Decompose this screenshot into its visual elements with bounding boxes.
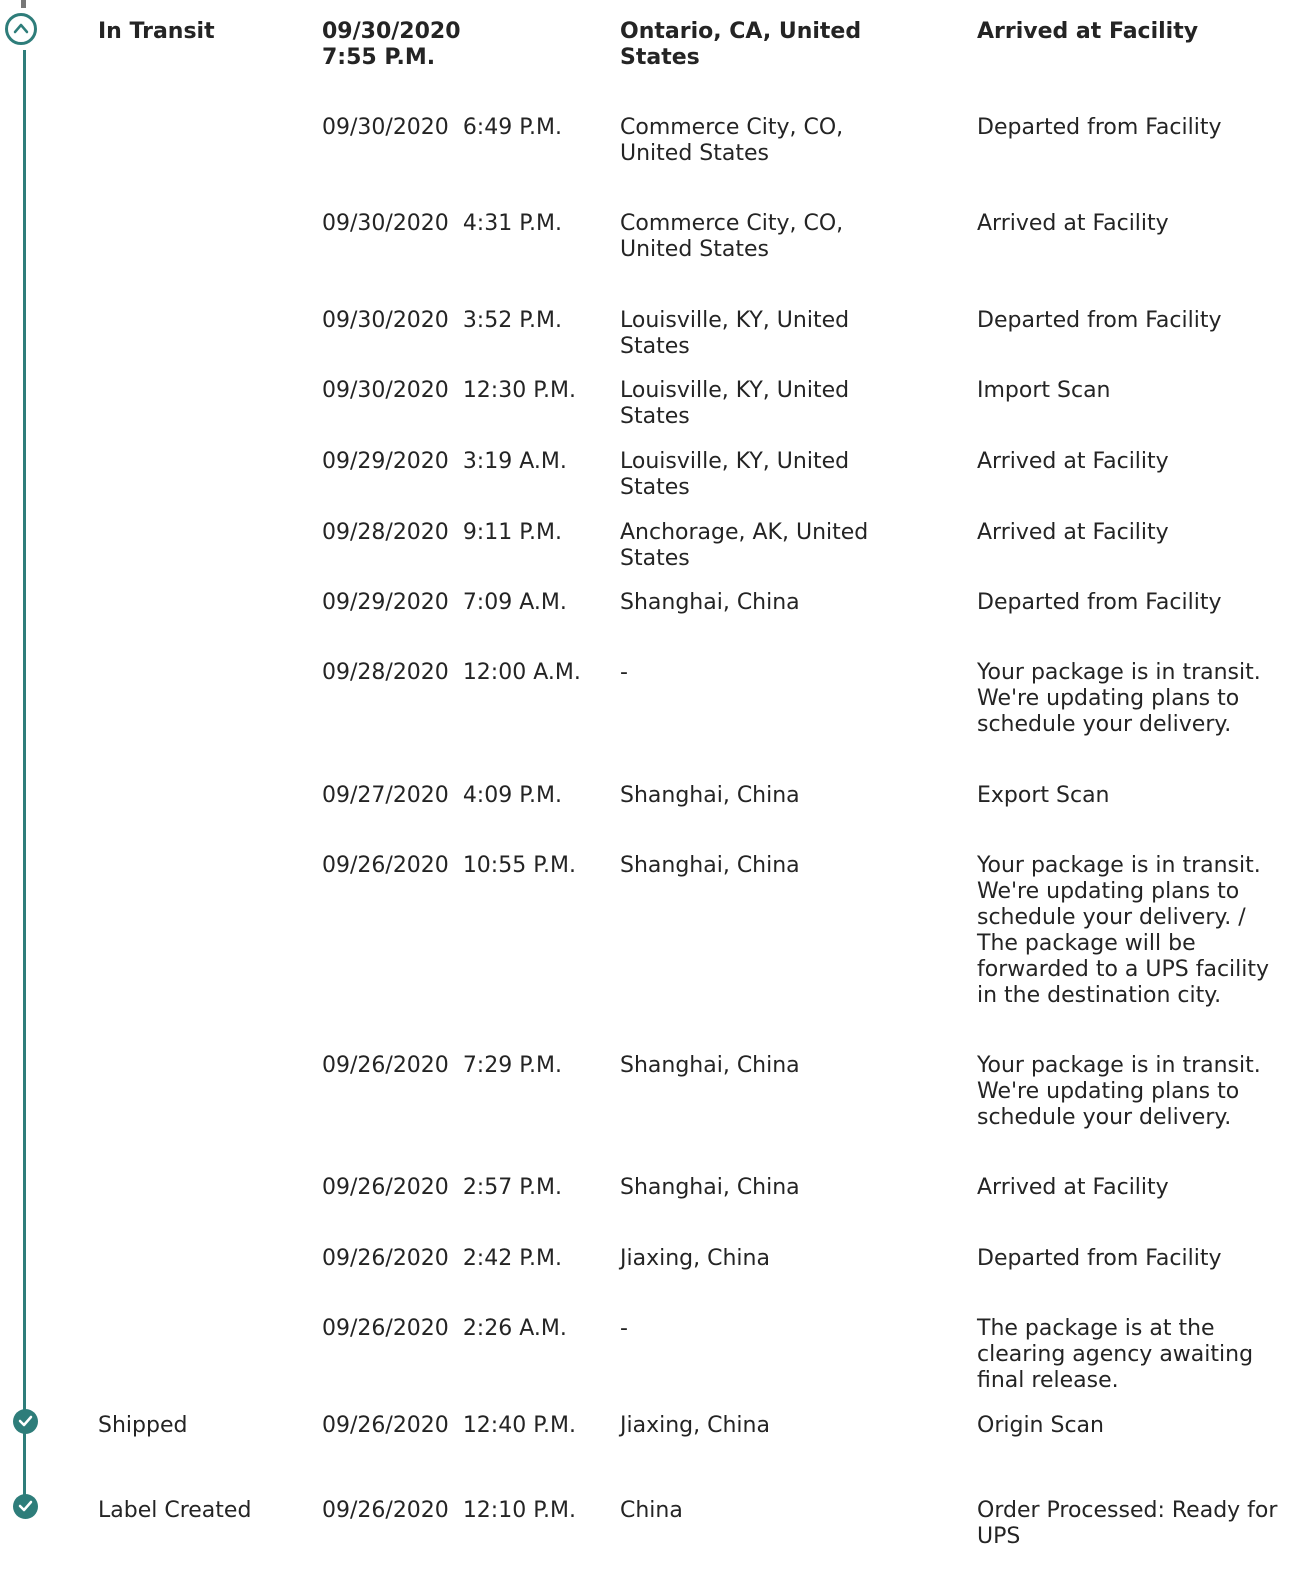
event-location: Shanghai, China [620,853,800,878]
event-date: 09/26/2020 [322,1246,449,1271]
event-datetime [322,520,612,546]
event-time: 7:55 P.M. [322,45,436,70]
event-location: Louisville, KY, United States [620,378,850,429]
event-location: Anchorage, AK, United States [620,520,869,571]
event-date: 09/26/2020 [322,1413,449,1438]
event-activity: Departed from Facility [977,590,1222,615]
event-location: Jiaxing, China [620,1246,770,1271]
event-location: Louisville, KY, United States [620,308,850,359]
event-date: 09/29/2020 [322,449,449,474]
event-location: Louisville, KY, United States [620,449,850,500]
collapse-toggle[interactable] [5,13,37,45]
event-date: 09/30/2020 [322,378,449,403]
event-activity: Departed from Facility [977,1246,1222,1271]
event-location: Shanghai, China [620,590,800,615]
event-location: Jiaxing, China [620,1413,770,1438]
event-location: - [620,1316,628,1341]
event-datetime [322,1246,612,1272]
event-location: China [620,1498,683,1523]
event-datetime [322,1413,612,1439]
event-time: 12:40 P.M. [462,1413,577,1438]
status-label: Label Created [98,1498,252,1523]
event-time: 10:55 P.M. [462,853,577,878]
event-location: Shanghai, China [620,783,800,808]
event-time: 7:29 P.M. [462,1053,563,1078]
chevron-up-icon [13,22,29,34]
event-time: 4:31 P.M. [462,211,563,236]
event-activity: Export Scan [977,783,1110,808]
event-time: 3:52 P.M. [462,308,563,333]
event-location: Commerce City, CO, United States [620,115,844,166]
event-activity: Arrived at Facility [977,520,1169,545]
event-activity: Departed from Facility [977,308,1222,333]
event-datetime [322,1316,612,1342]
event-datetime [322,853,612,879]
status-label: Shipped [98,1413,188,1438]
event-date: 09/30/2020 [322,308,449,333]
checkmark-icon [18,1500,33,1512]
event-time: 2:42 P.M. [462,1246,563,1271]
event-date: 09/26/2020 [322,1498,449,1523]
event-location: Ontario, CA, United States [620,19,862,70]
event-time: 7:09 A.M. [462,590,567,615]
event-date: 09/30/2020 [322,19,461,44]
event-date: 09/27/2020 [322,783,449,808]
event-date: 09/26/2020 [322,1053,449,1078]
checkmark-icon [18,1415,33,1427]
event-location: - [620,660,628,685]
event-location: Shanghai, China [620,1053,800,1078]
event-activity: Your package is in transit. We're updating plans to schedule your delivery. [977,1053,1261,1130]
label-created-status-icon [13,1494,38,1519]
event-datetime [322,1175,612,1201]
event-time: 4:09 P.M. [462,783,563,808]
event-activity: Departed from Facility [977,115,1222,140]
event-time: 9:11 P.M. [462,520,563,545]
timeline-line [23,50,26,1505]
event-date: 09/30/2020 [322,115,449,140]
event-activity: Import Scan [977,378,1111,403]
event-datetime [322,115,612,141]
event-datetime [322,19,612,71]
event-date: 09/29/2020 [322,590,449,615]
event-datetime [322,449,612,475]
event-datetime [322,1498,612,1524]
event-date: 09/30/2020 [322,211,449,236]
event-time: 12:10 P.M. [462,1498,577,1523]
event-activity: The package is at the clearing agency awaiting final release. [977,1316,1254,1393]
event-date: 09/28/2020 [322,520,449,545]
event-activity: Arrived at Facility [977,19,1199,44]
event-date: 09/28/2020 [322,660,449,685]
event-datetime [322,660,612,686]
event-date: 09/26/2020 [322,1175,449,1200]
event-activity: Arrived at Facility [977,1175,1169,1200]
timeline-top-tick [21,0,26,8]
event-date: 09/26/2020 [322,853,449,878]
event-datetime [322,308,612,334]
event-location: Commerce City, CO, United States [620,211,844,262]
event-datetime [322,590,612,616]
event-time: 2:57 P.M. [462,1175,563,1200]
event-location: Shanghai, China [620,1175,800,1200]
event-time: 12:00 A.M. [462,660,581,685]
event-datetime [322,211,612,237]
event-datetime [322,1053,612,1079]
event-activity: Your package is in transit. We're updating plans to schedule your delivery. / The package will be forwarded to a UPS facility in the destination city. [977,853,1270,1008]
event-activity: Arrived at Facility [977,211,1169,236]
event-datetime [322,783,612,809]
status-label: In Transit [98,19,215,44]
event-activity: Order Processed: Ready for UPS [977,1498,1278,1549]
event-activity: Origin Scan [977,1413,1104,1438]
event-activity: Arrived at Facility [977,449,1169,474]
shipped-status-icon [13,1409,38,1434]
event-time: 12:30 P.M. [462,378,577,403]
event-time: 6:49 P.M. [462,115,563,140]
event-activity: Your package is in transit. We're updating plans to schedule your delivery. [977,660,1261,737]
event-date: 09/26/2020 [322,1316,449,1341]
event-time: 2:26 A.M. [462,1316,567,1341]
event-datetime [322,378,612,404]
event-time: 3:19 A.M. [462,449,567,474]
